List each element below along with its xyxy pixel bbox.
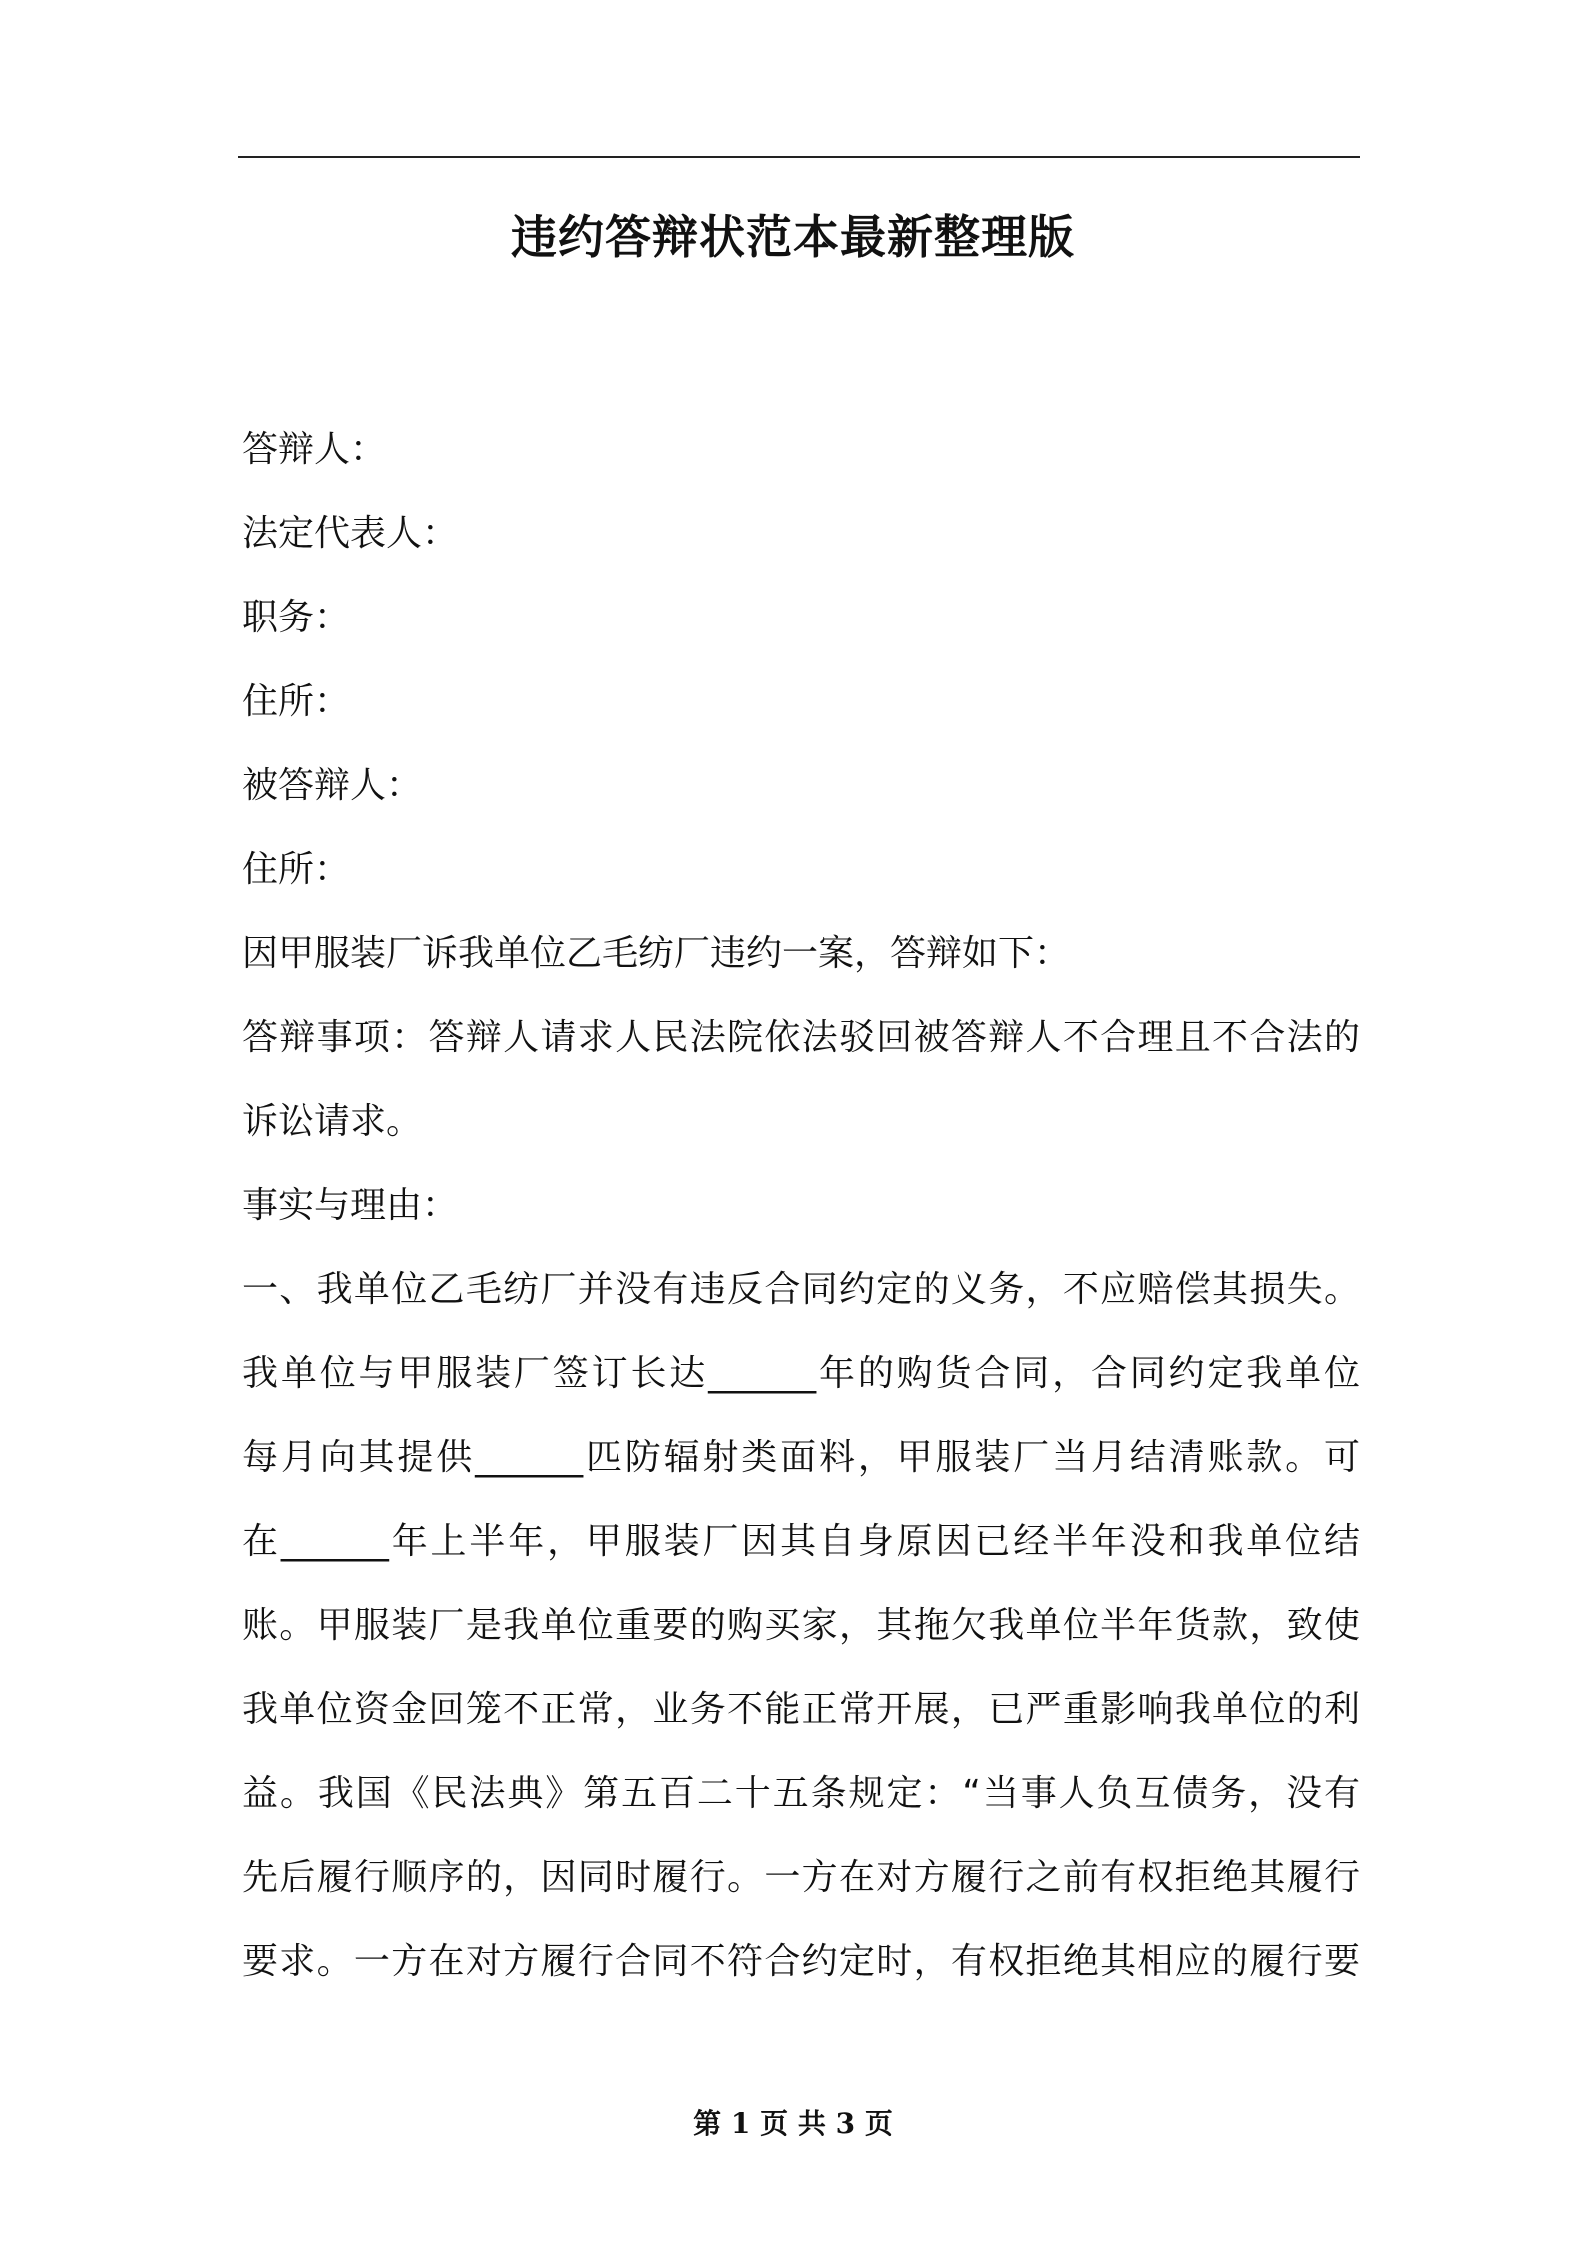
point1-line: 在______年上半年，甲服装厂因其自身原因已经半年没和我单位结 (242, 1521, 1360, 1562)
field-legal-representative: 法定代表人： (242, 513, 459, 554)
document-body (242, 408, 1360, 2004)
point1-line: 先后履行顺序的，因同时履行。一方在对方履行之前有权拒绝其履行 (242, 1857, 1360, 1898)
point1-line: 每月向其提供______匹防辐射类面料，甲服装厂当月结清账款。可 (242, 1437, 1360, 1478)
point1-heading: 一、我单位乙毛纺厂并没有违反合同约定的义务，不应赔偿其损失。 (242, 1269, 1360, 1310)
field-respondent: 答辩人： (242, 429, 387, 470)
matter-line: 诉讼请求。 (242, 1101, 423, 1142)
facts-heading: 事实与理由： (242, 1185, 459, 1226)
page-number-footer: 第 1 页 共 3 页 (693, 2107, 893, 2140)
document-title: 违约答辩状范本最新整理版 (511, 210, 1075, 264)
point1-line: 益。我国《民法典》第五百二十五条规定：“当事人负互债务，没有 (242, 1773, 1360, 1814)
matter-line: 答辩事项：答辩人请求人民法院依法驳回被答辩人不合理且不合法的 (242, 1017, 1360, 1058)
point1-line: 要求。一方在对方履行合同不符合约定时，有权拒绝其相应的履行要 (242, 1941, 1360, 1982)
field-position: 职务： (242, 597, 351, 638)
point1-line: 我单位与甲服装厂签订长达______年的购货合同，合同约定我单位 (242, 1353, 1360, 1394)
point1-line: 账。甲服装厂是我单位重要的购买家，其拖欠我单位半年货款，致使 (242, 1605, 1360, 1646)
field-opposing-party: 被答辩人： (242, 765, 423, 806)
intro-paragraph: 因甲服装厂诉我单位乙毛纺厂违约一案，答辩如下： (242, 933, 1071, 974)
header-rule (238, 156, 1360, 158)
field-address: 住所： (242, 681, 351, 722)
point1-line: 我单位资金回笼不正常，业务不能正常开展，已严重影响我单位的利 (242, 1689, 1360, 1730)
field-opposing-address: 住所： (242, 849, 351, 890)
